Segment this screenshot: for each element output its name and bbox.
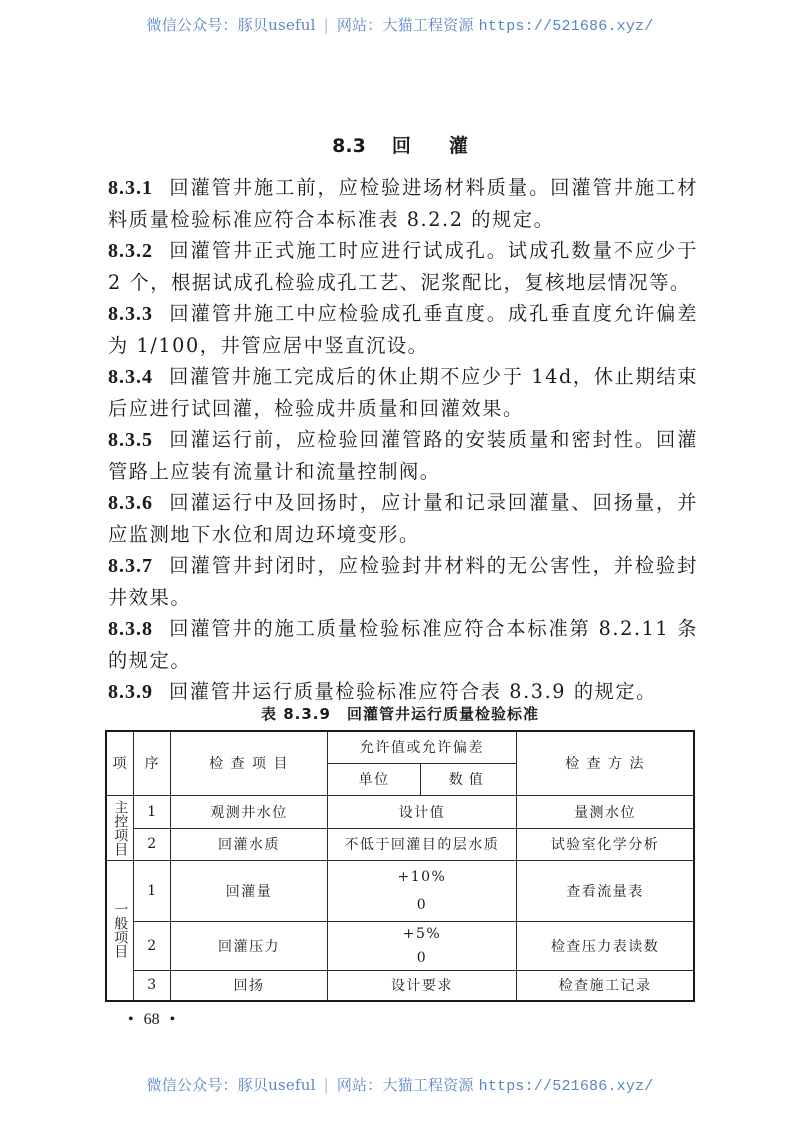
- clause-text: 回灌运行中及回扬时，应计量和记录回灌量、回扬量，并应监测地下水位和周边环境变形。: [108, 491, 698, 546]
- tolerance-lower: 0: [416, 949, 428, 966]
- table-number: 表 8.3.9: [261, 705, 331, 723]
- row-method: 试验室化学分析: [517, 828, 694, 860]
- row-item: 观测井水位: [171, 795, 327, 828]
- clause-8-3-2: [108, 235, 698, 298]
- clause-number: 8.3.5: [108, 429, 153, 451]
- row-tolerance: 不低于回灌目的层水质: [327, 828, 516, 860]
- header-value: 数值: [421, 763, 517, 795]
- watermark-site: 网站：大猫工程资源: [336, 16, 474, 34]
- tolerance-upper: +10%: [397, 868, 447, 885]
- clause-number: 8.3.6: [108, 492, 153, 514]
- clause-number: 8.3.2: [108, 240, 153, 262]
- table-header-row: [106, 731, 694, 763]
- watermark-top: [0, 14, 800, 35]
- clause-8-3-4: [108, 361, 698, 424]
- watermark-url[interactable]: https://521686.xyz/: [478, 1078, 654, 1095]
- tolerance-upper: +5%: [402, 925, 442, 942]
- clause-text: 回灌管井运行质量检验标准应符合表 8.3.9 的规定。: [169, 680, 657, 703]
- table-row: [106, 828, 694, 860]
- row-tolerance: 设计值: [327, 795, 516, 828]
- row-method: 量测水位: [517, 795, 694, 828]
- row-item: 回灌水质: [171, 828, 327, 860]
- table-row: [106, 795, 694, 828]
- watermark-wechat: 微信公众号：豚贝useful: [146, 1076, 316, 1094]
- clause-text: 回灌管井正式施工时应进行试成孔。试成孔数量不应少于 2 个，根据试成孔检验成孔工艺、泥浆配比，复核地层情况等。: [108, 239, 698, 294]
- page-dot-right: •: [169, 1011, 176, 1028]
- clause-list: [108, 172, 698, 708]
- row-seq: 3: [134, 970, 171, 1001]
- quality-standard-table: [105, 730, 695, 1002]
- table-caption: [0, 703, 800, 724]
- table-row: [106, 970, 694, 1001]
- page-number-value: 68: [143, 1011, 160, 1028]
- clause-text: 回灌管井施工前，应检验进场材料质量。回灌管井施工材料质量检验标准应符合本标准表 8.2.2 的规定。: [108, 176, 698, 231]
- row-tolerance: [327, 860, 516, 921]
- header-unit: 单位: [327, 763, 421, 795]
- page-dot-left: •: [128, 1011, 134, 1028]
- clause-8-3-8: [108, 613, 698, 676]
- watermark-separator: |: [323, 1076, 329, 1094]
- section-title-char-2: 灌: [448, 135, 468, 157]
- row-method: 查看流量表: [517, 860, 694, 921]
- header-tolerance-group: 允许值或允许偏差: [327, 731, 516, 763]
- header-item: 检 查 项 目: [171, 731, 327, 795]
- watermark-separator: |: [323, 16, 329, 34]
- clause-text: 回灌管井的施工质量检验标准应符合本标准第 8.2.11 条的规定。: [108, 617, 698, 672]
- header-method: 检 查 方 法: [517, 731, 694, 795]
- clause-8-3-3: [108, 298, 698, 361]
- watermark-url[interactable]: https://521686.xyz/: [478, 18, 654, 35]
- clause-number: 8.3.7: [108, 555, 153, 577]
- row-seq: 2: [134, 921, 171, 970]
- clause-number: 8.3.1: [108, 177, 153, 199]
- tolerance-lower: 0: [416, 896, 428, 913]
- table-row: [106, 860, 694, 921]
- header-category: 项: [106, 731, 134, 795]
- clause-number: 8.3.3: [108, 303, 153, 325]
- row-method: 检查施工记录: [517, 970, 694, 1001]
- row-item: 回扬: [171, 970, 327, 1001]
- section-title: [0, 131, 800, 158]
- clause-number: 8.3.4: [108, 366, 153, 388]
- clause-text: 回灌管井施工中应检验成孔垂直度。成孔垂直度允许偏差为 1/100，井管应居中竖直沉设。: [108, 302, 698, 357]
- row-tolerance: 设计要求: [327, 970, 516, 1001]
- page-number: [118, 1011, 185, 1029]
- header-seq: 序: [134, 731, 171, 795]
- watermark-site: 网站：大猫工程资源: [336, 1076, 474, 1094]
- watermark-bottom: [0, 1074, 800, 1095]
- clause-number: 8.3.8: [108, 618, 153, 640]
- clause-8-3-6: [108, 487, 698, 550]
- watermark-wechat: 微信公众号：豚贝useful: [146, 16, 316, 34]
- row-seq: 1: [134, 795, 171, 828]
- clause-8-3-7: [108, 550, 698, 613]
- row-method: 检查压力表读数: [517, 921, 694, 970]
- category-general: 一般项目: [106, 860, 134, 1001]
- row-item: 回灌量: [171, 860, 327, 921]
- row-seq: 2: [134, 828, 171, 860]
- section-title-char-1: 回: [391, 135, 411, 157]
- table-title: 回灌管井运行质量检验标准: [346, 705, 539, 723]
- clause-number: 8.3.9: [108, 681, 153, 703]
- row-seq: 1: [134, 860, 171, 921]
- row-tolerance: [327, 921, 516, 970]
- category-main-control: 主控项目: [106, 795, 134, 860]
- row-item: 回灌压力: [171, 921, 327, 970]
- clause-8-3-1: [108, 172, 698, 235]
- clause-8-3-5: [108, 424, 698, 487]
- clause-text: 回灌管井封闭时，应检验封井材料的无公害性，并检验封井效果。: [108, 554, 698, 609]
- clause-text: 回灌运行前，应检验回灌管路的安装质量和密封性。回灌管路上应装有流量计和流量控制阀。: [108, 428, 698, 483]
- table-row: [106, 921, 694, 970]
- section-number: 8.3: [332, 135, 366, 157]
- clause-text: 回灌管井施工完成后的休止期不应少于 14d，休止期结束后应进行试回灌，检验成井质量和回灌效果。: [108, 365, 698, 420]
